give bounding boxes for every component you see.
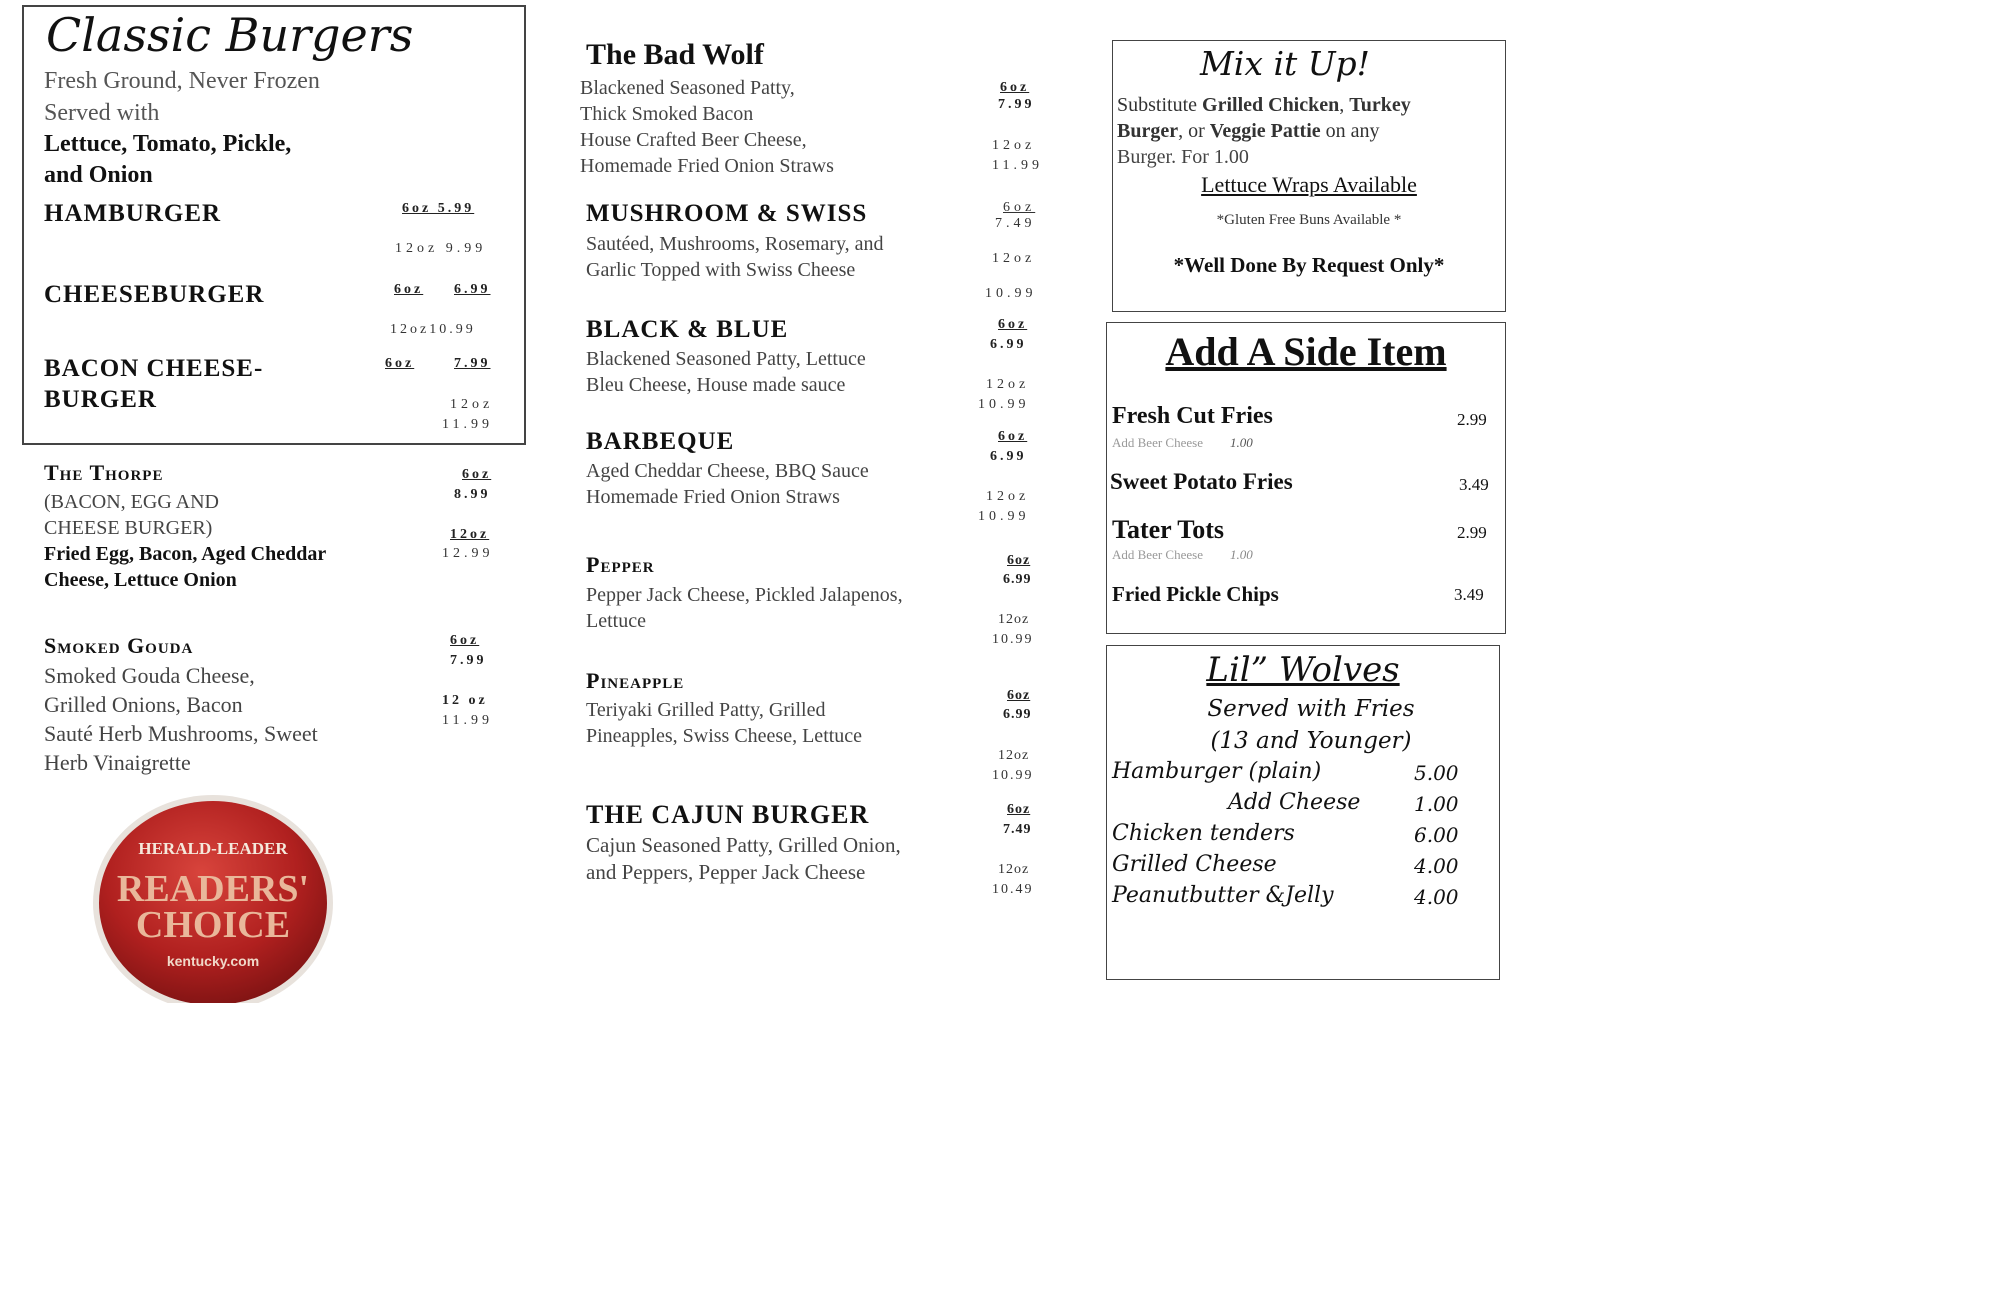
thorpe-price-6oz-label: 6oz [462, 467, 492, 482]
cajun-price-12oz-label: 12oz [998, 862, 1030, 877]
side-fries-price: 2.99 [1457, 410, 1487, 429]
hamburger-price-6oz: 6oz 5.99 [402, 201, 475, 216]
mushroom-name: MUSHROOM & SWISS [586, 200, 868, 227]
mix-line-2a: Burger [1117, 120, 1179, 142]
mix-line-1b: Grilled Chicken [1202, 94, 1340, 116]
mix-it-up-title: Mix it Up! [1200, 44, 1370, 83]
gouda-name: Smoked Gouda [44, 633, 194, 658]
gouda-price-6oz: 7.99 [450, 653, 487, 668]
pineapple-name: Pineapple [586, 668, 685, 693]
badwolf-price-6oz-label: 6oz [1000, 80, 1030, 95]
side-tater-tots-price: 2.99 [1457, 523, 1487, 542]
thorpe-name: The Thorpe [44, 460, 164, 485]
pepper-desc-1: Pepper Jack Cheese, Pickled Jalapenos, [586, 584, 903, 606]
thorpe-price-12oz: 12.99 [442, 546, 494, 561]
badwolf-price-12oz-label: 12oz [992, 138, 1036, 153]
pepper-price-6oz-label: 6oz [1007, 553, 1031, 568]
badge-kentucky-com: kentucky.com [166, 953, 260, 969]
badge-readers: READERS' [116, 868, 310, 910]
side-pickle-chips-name: Fried Pickle Chips [1112, 582, 1279, 606]
mix-line-1d: Turkey [1349, 94, 1411, 116]
gouda-desc-2: Grilled Onions, Bacon [44, 692, 243, 717]
gouda-desc-1: Smoked Gouda Cheese, [44, 663, 255, 688]
lil-chicken-tenders-price: 6.00 [1414, 823, 1459, 847]
hamburger-name: HAMBURGER [44, 200, 222, 227]
mix-line-2d: on any [1320, 120, 1380, 142]
badwolf-desc-3: House Crafted Beer Cheese, [580, 129, 807, 151]
cajun-desc-2: and Peppers, Pepper Jack Cheese [586, 860, 866, 884]
cheeseburger-price-12oz: 12oz10.99 [390, 322, 476, 337]
cheeseburger-price-6oz-label: 6oz [394, 282, 424, 297]
mix-line-2 [1117, 120, 1380, 143]
blackblue-price-6oz: 6.99 [990, 337, 1027, 352]
classic-toppings-1: Lettuce, Tomato, Pickle, [44, 131, 292, 157]
side-tater-tots-name: Tater Tots [1112, 515, 1224, 544]
badwolf-desc-2: Thick Smoked Bacon [580, 103, 754, 125]
blackblue-name: BLACK & BLUE [586, 316, 789, 343]
thorpe-price-12oz-label: 12oz [450, 527, 490, 542]
pineapple-price-6oz: 6.99 [1003, 707, 1032, 722]
cajun-price-12oz: 10.49 [992, 882, 1034, 897]
pineapple-price-6oz-label: 6oz [1007, 688, 1031, 703]
lil-wolves-title: Lil” Wolves [1206, 650, 1400, 690]
lil-hamburger-name: Hamburger (plain) [1112, 759, 1322, 784]
badge-herald-leader: HERALD-LEADER [138, 839, 288, 858]
lil-chicken-tenders-name: Chicken tenders [1112, 821, 1295, 846]
bbq-price-12oz-label: 12oz [986, 489, 1030, 504]
bbq-desc-1: Aged Cheddar Cheese, BBQ Sauce [586, 460, 869, 482]
bacon-cheeseburger-price-12oz-label: 12oz [450, 397, 494, 412]
lil-hamburger-price: 5.00 [1414, 761, 1459, 785]
pepper-desc-2: Lettuce [586, 610, 646, 632]
mix-line-3: Burger. For 1.00 [1117, 146, 1249, 168]
mix-line-1 [1117, 94, 1411, 117]
badwolf-desc-1: Blackened Seasoned Patty, [580, 77, 795, 99]
thorpe-sub-2: CHEESE BURGER) [44, 517, 213, 539]
badge-choice: CHOICE [135, 904, 291, 946]
bacon-cheeseburger-price-6oz-label: 6oz [385, 356, 415, 371]
pineapple-desc-1: Teriyaki Grilled Patty, Grilled [586, 699, 826, 721]
bacon-cheeseburger-price-6oz: 7.99 [454, 356, 491, 371]
mushroom-desc-1: Sautéed, Mushrooms, Rosemary, and [586, 233, 884, 255]
badwolf-desc-4: Homemade Fried Onion Straws [580, 155, 834, 177]
cajun-price-6oz-label: 6oz [1007, 802, 1031, 817]
mix-line-2c: Veggie Pattie [1209, 120, 1321, 142]
mix-line-1c: , [1339, 94, 1350, 116]
classic-subtitle-1: Fresh Ground, Never Frozen [44, 68, 320, 94]
pineapple-price-12oz: 10.99 [992, 768, 1034, 783]
lil-wolves-sub-1: Served with Fries [1207, 696, 1415, 722]
lil-grilled-cheese-price: 4.00 [1414, 854, 1459, 878]
lil-add-cheese-name: Add Cheese [1228, 790, 1361, 815]
side-fries-add-price: 1.00 [1230, 435, 1253, 450]
lil-grilled-cheese-name: Grilled Cheese [1112, 852, 1277, 877]
mushroom-desc-2: Garlic Topped with Swiss Cheese [586, 259, 856, 281]
mushroom-price-12oz: 10.99 [985, 286, 1037, 301]
classic-subtitle-2: Served with [44, 100, 160, 126]
pepper-name: Pepper [586, 552, 655, 577]
cajun-name: THE CAJUN BURGER [586, 800, 870, 829]
bbq-price-6oz: 6.99 [990, 449, 1027, 464]
well-done-note: *Well Done By Request Only* [1173, 253, 1445, 277]
side-tater-tots-add-price: 1.00 [1230, 547, 1253, 562]
blackblue-price-6oz-label: 6oz [998, 317, 1028, 332]
lil-pbj-name: Peanutbutter &Jelly [1112, 883, 1334, 908]
pepper-price-12oz-label: 12oz [998, 612, 1030, 627]
mushroom-price-12oz-label: 12oz [992, 251, 1036, 266]
mushroom-price-6oz: 7.49 [995, 216, 1036, 231]
thorpe-desc-2: Cheese, Lettuce Onion [44, 569, 237, 591]
blackblue-price-12oz: 10.99 [978, 397, 1030, 412]
side-sweet-potato-price: 3.49 [1459, 475, 1489, 494]
gouda-price-6oz-label: 6oz [450, 633, 480, 648]
blackblue-price-12oz-label: 12oz [986, 377, 1030, 392]
bbq-desc-2: Homemade Fried Onion Straws [586, 486, 840, 508]
lettuce-wraps-available: Lettuce Wraps Available [1201, 172, 1417, 197]
side-sweet-potato-name: Sweet Potato Fries [1110, 469, 1293, 494]
classic-toppings-2: and Onion [44, 162, 153, 188]
lil-wolves-sub-2: (13 and Younger) [1210, 728, 1412, 754]
badwolf-price-12oz: 11.99 [992, 158, 1043, 173]
pepper-price-12oz: 10.99 [992, 632, 1034, 647]
readers-choice-badge [92, 795, 334, 1003]
mix-line-2b: , or [1178, 120, 1210, 142]
mushroom-price-6oz-label: 6oz [1003, 200, 1036, 215]
side-items-title: Add A Side Item [1165, 329, 1447, 374]
gouda-desc-3: Sauté Herb Mushrooms, Sweet [44, 721, 318, 746]
bbq-price-6oz-label: 6oz [998, 429, 1028, 444]
gouda-desc-4: Herb Vinaigrette [44, 750, 191, 775]
blackblue-desc-2: Bleu Cheese, House made sauce [586, 374, 846, 396]
badwolf-price-6oz: 7.99 [998, 97, 1035, 112]
badwolf-name: The Bad Wolf [586, 38, 764, 71]
lil-add-cheese-price: 1.00 [1414, 792, 1459, 816]
thorpe-price-6oz: 8.99 [454, 487, 491, 502]
gouda-price-12oz-label: 12 oz [442, 693, 488, 708]
side-tater-tots-add: Add Beer Cheese [1112, 547, 1203, 562]
gluten-free-note: *Gluten Free Buns Available * [1216, 212, 1402, 228]
pineapple-desc-2: Pineapples, Swiss Cheese, Lettuce [586, 725, 863, 747]
bbq-price-12oz: 10.99 [978, 509, 1030, 524]
bacon-cheeseburger-name-2: BURGER [44, 386, 157, 413]
side-fries-name: Fresh Cut Fries [1112, 403, 1273, 429]
classic-burgers-title: Classic Burgers [46, 8, 414, 62]
thorpe-desc-1: Fried Egg, Bacon, Aged Cheddar [44, 543, 327, 565]
cheeseburger-name: CHEESEBURGER [44, 281, 265, 308]
cheeseburger-price-6oz: 6.99 [454, 282, 491, 297]
thorpe-sub-1: (BACON, EGG AND [44, 491, 219, 513]
bacon-cheeseburger-price-12oz: 11.99 [442, 417, 493, 432]
bbq-name: BARBEQUE [586, 428, 735, 455]
side-fries-add: Add Beer Cheese [1112, 435, 1203, 450]
side-pickle-chips-price: 3.49 [1454, 585, 1484, 604]
pineapple-price-12oz-label: 12oz [998, 748, 1030, 763]
bacon-cheeseburger-name-1: BACON CHEESE- [44, 355, 264, 382]
cajun-price-6oz: 7.49 [1003, 822, 1032, 837]
mix-line-1a: Substitute [1117, 94, 1203, 116]
lil-pbj-price: 4.00 [1414, 885, 1459, 909]
hamburger-price-12oz: 12oz 9.99 [395, 241, 487, 256]
gouda-price-12oz: 11.99 [442, 713, 493, 728]
pepper-price-6oz: 6.99 [1003, 572, 1032, 587]
cajun-desc-1: Cajun Seasoned Patty, Grilled Onion, [586, 833, 901, 857]
blackblue-desc-1: Blackened Seasoned Patty, Lettuce [586, 348, 866, 370]
